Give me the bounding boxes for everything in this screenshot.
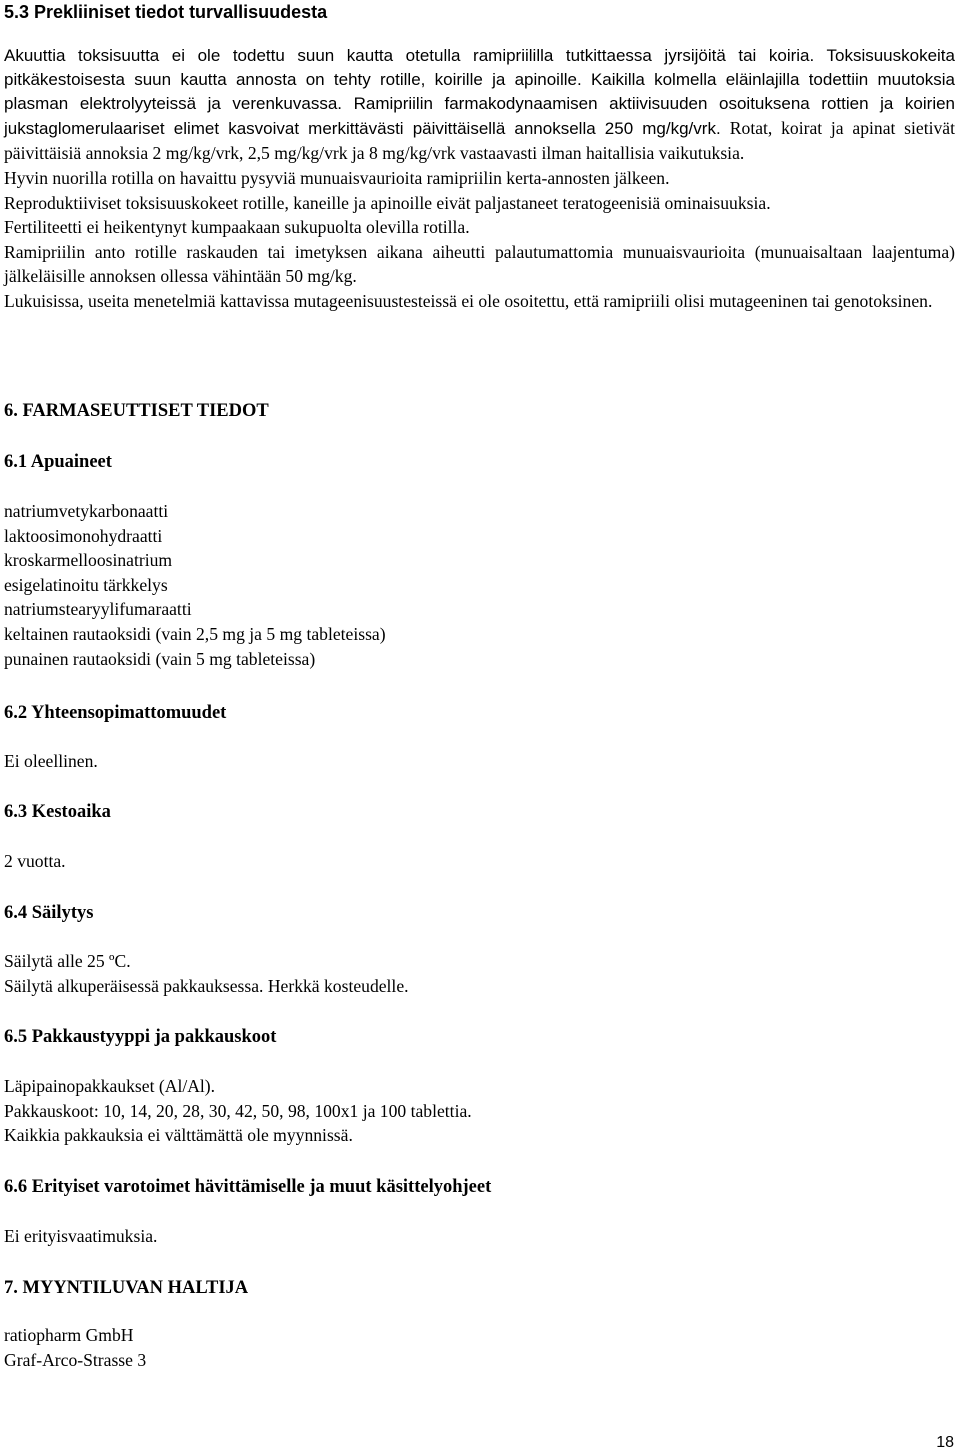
preclinical-paragraph-1 — [4, 44, 955, 166]
section-6-heading: 6. FARMASEUTTISET TIEDOT — [4, 401, 269, 421]
marketing-holder-text — [4, 1323, 955, 1372]
list-item: esigelatinoitu tärkkelys — [4, 574, 168, 595]
holder-line: ratiopharm GmbH — [4, 1325, 134, 1345]
section-6-3-heading: 6.3 Kestoaika — [4, 802, 111, 822]
preclinical-paragraph-6: Lukuisissa, useita menetelmiä kattavissa mutageenisuustesteissä ei ole osoitettu, että ramipriili olisi mutageeninen tai genotoksinen. — [4, 290, 933, 311]
section-6-5-heading: 6.5 Pakkaustyyppi ja pakkauskoot — [4, 1027, 277, 1047]
preclinical-text-1b: Rotat, koirat ja apinat sietivät päivittäisiä annoksia 2 mg/kg/vrk, 2,5 mg/kg/vrk ja 8 mg/kg/vrk vastaavasti ilman haitallisia vaikutuksia. — [4, 118, 955, 163]
list-item: natriumstearyylifumaraatti — [4, 599, 192, 620]
preclinical-paragraph-3: Reproduktiiviset toksisuuskokeet rotille, kaneille ja apinoille eivät paljastaneet teratogeenisiä ominaisuuksia. — [4, 192, 771, 213]
list-item: laktoosimonohydraatti — [4, 525, 163, 546]
package-text — [4, 1074, 955, 1148]
list-item: keltainen rautaoksidi (vain 2,5 mg ja 5 mg tableteissa) — [4, 623, 386, 644]
preclinical-paragraph-5: Ramipriilin anto rotille raskauden tai imetyksen aikana aiheutti palautumattomia munuaisvaurioita (munuaisaltaan laajentuma) jälkeläisille annoksen ollessa vähintään 50 mg/kg. — [4, 241, 955, 287]
section-5-3-heading: 5.3 Prekliiniset tiedot turvallisuudesta — [4, 2, 328, 22]
list-item: punainen rautaoksidi (vain 5 mg tableteissa) — [4, 648, 316, 669]
storage-line: Säilytä alle 25 ºC. — [4, 951, 131, 971]
page-number: 18 — [936, 1434, 954, 1451]
section-6-1-heading: 6.1 Apuaineet — [4, 452, 112, 472]
list-item: natriumvetykarbonaatti — [4, 501, 169, 521]
package-line: Pakkauskoot: 10, 14, 20, 28, 30, 42, 50, 98, 100x1 ja 100 tablettia. — [4, 1100, 472, 1121]
preclinical-paragraph-2: Hyvin nuorilla rotilla on havaittu pysyviä munuaisvaurioita ramipriilin kerta-annosten jälkeen. — [4, 168, 670, 188]
section-6-6-heading: 6.6 Erityiset varotoimet hävittämiselle ja muut käsittelyohjeet — [4, 1177, 492, 1197]
shelf-life-text: 2 vuotta. — [4, 851, 66, 871]
storage-line: Säilytä alkuperäisessä pakkauksessa. Herkkä kosteudelle. — [4, 975, 409, 996]
holder-line: Graf-Arco-Strasse 3 — [4, 1349, 147, 1370]
disposal-text: Ei erityisvaatimuksia. — [4, 1226, 158, 1246]
section-6-2-heading: 6.2 Yhteensopimattomuudet — [4, 703, 227, 723]
package-line: Kaikkia pakkauksia ei välttämättä ole myynnissä. — [4, 1125, 353, 1146]
section-6-4-heading: 6.4 Säilytys — [4, 903, 94, 923]
preclinical-text-1: Akuuttia toksisuutta ei ole todettu suun kautta otetulla ramipriililla tutkittaessa jyrsijöitä tai koiria. Toksisuuskokeita pitkäkestoisesta suun kautta annosta on tehty rotille, koirille ja apinoille. Kaikilla kolmella eläinlajilla todettiin muutoksia plasman elektrolyyteissä ja verenkuvassa. Ramipriilin farmakodynaamisen aktiivisuuden osoituksena rottien ja koirien jukstaglomerulaariset elimet kasvoivat merkittävästi päivittäisellä annoksella 250 mg/kg/vrk. — [4, 46, 955, 138]
section-7-heading: 7. MYYNTILUVAN HALTIJA — [4, 1278, 249, 1298]
storage-text — [4, 949, 955, 998]
list-item: kroskarmelloosinatrium — [4, 550, 173, 571]
incompatibilities-text: Ei oleellinen. — [4, 751, 98, 771]
section-5-3-body — [4, 44, 955, 314]
excipients-list — [4, 499, 955, 671]
package-line: Läpipainopakkaukset (Al/Al). — [4, 1076, 216, 1096]
preclinical-paragraph-4: Fertiliteetti ei heikentynyt kumpaakaan sukupuolta olevilla rotilla. — [4, 217, 470, 238]
